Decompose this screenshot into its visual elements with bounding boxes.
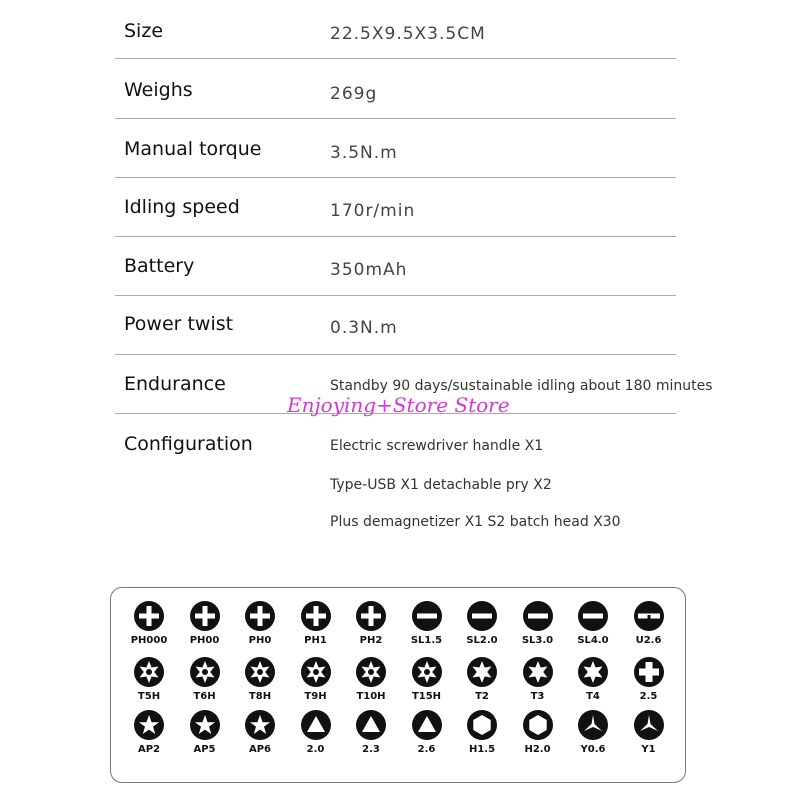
tri-wing-icon: [634, 710, 664, 740]
bit-item: [621, 601, 677, 655]
bit-label: T10H: [356, 691, 386, 702]
torx-hole-icon: [134, 657, 164, 687]
spec-label: Manual torque: [124, 138, 262, 160]
u-type-icon: [634, 601, 664, 631]
bit-item: [177, 601, 233, 655]
bit-item: [565, 657, 621, 711]
spec-value: 0.3N.m: [330, 318, 398, 338]
triangle-icon: [356, 710, 386, 740]
bit-label: T5H: [137, 691, 161, 702]
bit-label: PH0: [248, 635, 272, 646]
spec-label: Weighs: [124, 79, 193, 101]
bit-label: T6H: [193, 691, 216, 702]
bit-label: T15H: [411, 691, 442, 702]
bit-label: H2.0: [524, 744, 551, 755]
phillips-icon: [190, 601, 220, 631]
bit-item: [177, 710, 233, 764]
bit-label: AP5: [193, 744, 216, 755]
bit-item: [343, 710, 399, 764]
bit-item: [621, 710, 677, 764]
bit-label: AP6: [248, 744, 272, 755]
phillips-icon: [245, 601, 275, 631]
bit-item: [121, 601, 177, 655]
tri-wing-icon: [578, 710, 608, 740]
bit-grid-card: [110, 587, 686, 783]
torx-hole-icon: [190, 657, 220, 687]
bit-item: [621, 657, 677, 711]
bit-item: [565, 601, 621, 655]
phillips-icon: [301, 601, 331, 631]
bit-label: U2.6: [635, 635, 662, 646]
bit-item: [288, 710, 344, 764]
torx-hole-icon: [245, 657, 275, 687]
bit-label: 2.3: [362, 744, 380, 755]
bit-item: [454, 601, 510, 655]
triangle-icon: [412, 710, 442, 740]
bit-item: [177, 657, 233, 711]
bit-label: PH00: [189, 635, 220, 646]
config-line: Electric screwdriver handle X1: [330, 438, 544, 454]
bit-item: [399, 710, 455, 764]
pentalobe-icon: [134, 710, 164, 740]
triangle-icon: [301, 710, 331, 740]
bit-item: [232, 710, 288, 764]
divider: [115, 295, 676, 296]
spec-label: Battery: [124, 255, 195, 277]
divider: [115, 354, 676, 355]
bit-label: 2.6: [417, 744, 436, 755]
torx-icon: [467, 657, 497, 687]
spec-value: 170r/min: [330, 201, 416, 221]
phillips-icon: [134, 601, 164, 631]
spec-value: 269g: [330, 84, 378, 104]
bit-item: [510, 710, 566, 764]
bit-label: T8H: [248, 691, 272, 702]
bit-label: T3: [530, 691, 545, 702]
cross-icon: [634, 657, 664, 687]
bit-item: [121, 710, 177, 764]
torx-hole-icon: [356, 657, 386, 687]
bit-label: PH2: [359, 635, 383, 646]
divider: [115, 236, 676, 237]
slotted-icon: [467, 601, 497, 631]
bit-label: 2.5: [639, 691, 658, 702]
hex-icon: [523, 710, 553, 740]
store-watermark: Enjoying+Store Store: [287, 393, 510, 417]
pentalobe-icon: [245, 710, 275, 740]
pentalobe-icon: [190, 710, 220, 740]
bit-label: PH000: [130, 635, 168, 646]
torx-hole-icon: [301, 657, 331, 687]
slotted-icon: [578, 601, 608, 631]
bit-item: [343, 657, 399, 711]
torx-icon: [523, 657, 553, 687]
bit-label: H1.5: [468, 744, 496, 755]
bit-label: T9H: [304, 691, 327, 702]
bit-label: SL2.0: [466, 635, 498, 646]
spec-label: Endurance: [124, 373, 226, 395]
bit-label: Y0.6: [580, 744, 606, 755]
bit-item: [232, 657, 288, 711]
spec-value: 22.5X9.5X3.5CM: [330, 24, 486, 44]
bit-label: T4: [586, 691, 600, 702]
torx-hole-icon: [412, 657, 442, 687]
spec-value: Standby 90 days/sustainable idling about 180 minutes: [330, 378, 713, 394]
config-line: Plus demagnetizer X1 S2 batch head X30: [330, 514, 621, 530]
spec-label: Power twist: [124, 313, 234, 335]
spec-label: Configuration: [124, 433, 253, 455]
bit-item: [399, 601, 455, 655]
bit-item: [343, 601, 399, 655]
divider: [115, 177, 676, 178]
phillips-icon: [356, 601, 386, 631]
spec-label: Idling speed: [124, 196, 240, 218]
divider: [115, 118, 676, 119]
slotted-icon: [412, 601, 442, 631]
bit-item: [399, 657, 455, 711]
bit-label: PH1: [304, 635, 327, 646]
bit-item: [288, 601, 344, 655]
slotted-icon: [523, 601, 553, 631]
torx-icon: [578, 657, 608, 687]
config-line: Type-USB X1 detachable pry X2: [330, 477, 552, 493]
bit-item: [121, 657, 177, 711]
spec-label: Size: [124, 20, 164, 42]
bit-item: [232, 601, 288, 655]
bit-item: [565, 710, 621, 764]
bit-item: [510, 601, 566, 655]
bit-label: SL1.5: [410, 635, 443, 646]
bit-label: SL4.0: [577, 635, 609, 646]
spec-value: 3.5N.m: [330, 143, 398, 163]
divider: [115, 58, 676, 59]
bit-item: [288, 657, 344, 711]
spec-value: 350mAh: [330, 260, 408, 280]
hex-icon: [467, 710, 497, 740]
bit-label: 2.0: [306, 744, 325, 755]
bit-label: AP2: [137, 744, 161, 755]
bit-label: T2: [475, 691, 489, 702]
bit-label: Y1: [641, 744, 656, 755]
bit-label: SL3.0: [521, 635, 554, 646]
bit-item: [454, 657, 510, 711]
bit-item: [510, 657, 566, 711]
bit-item: [454, 710, 510, 764]
